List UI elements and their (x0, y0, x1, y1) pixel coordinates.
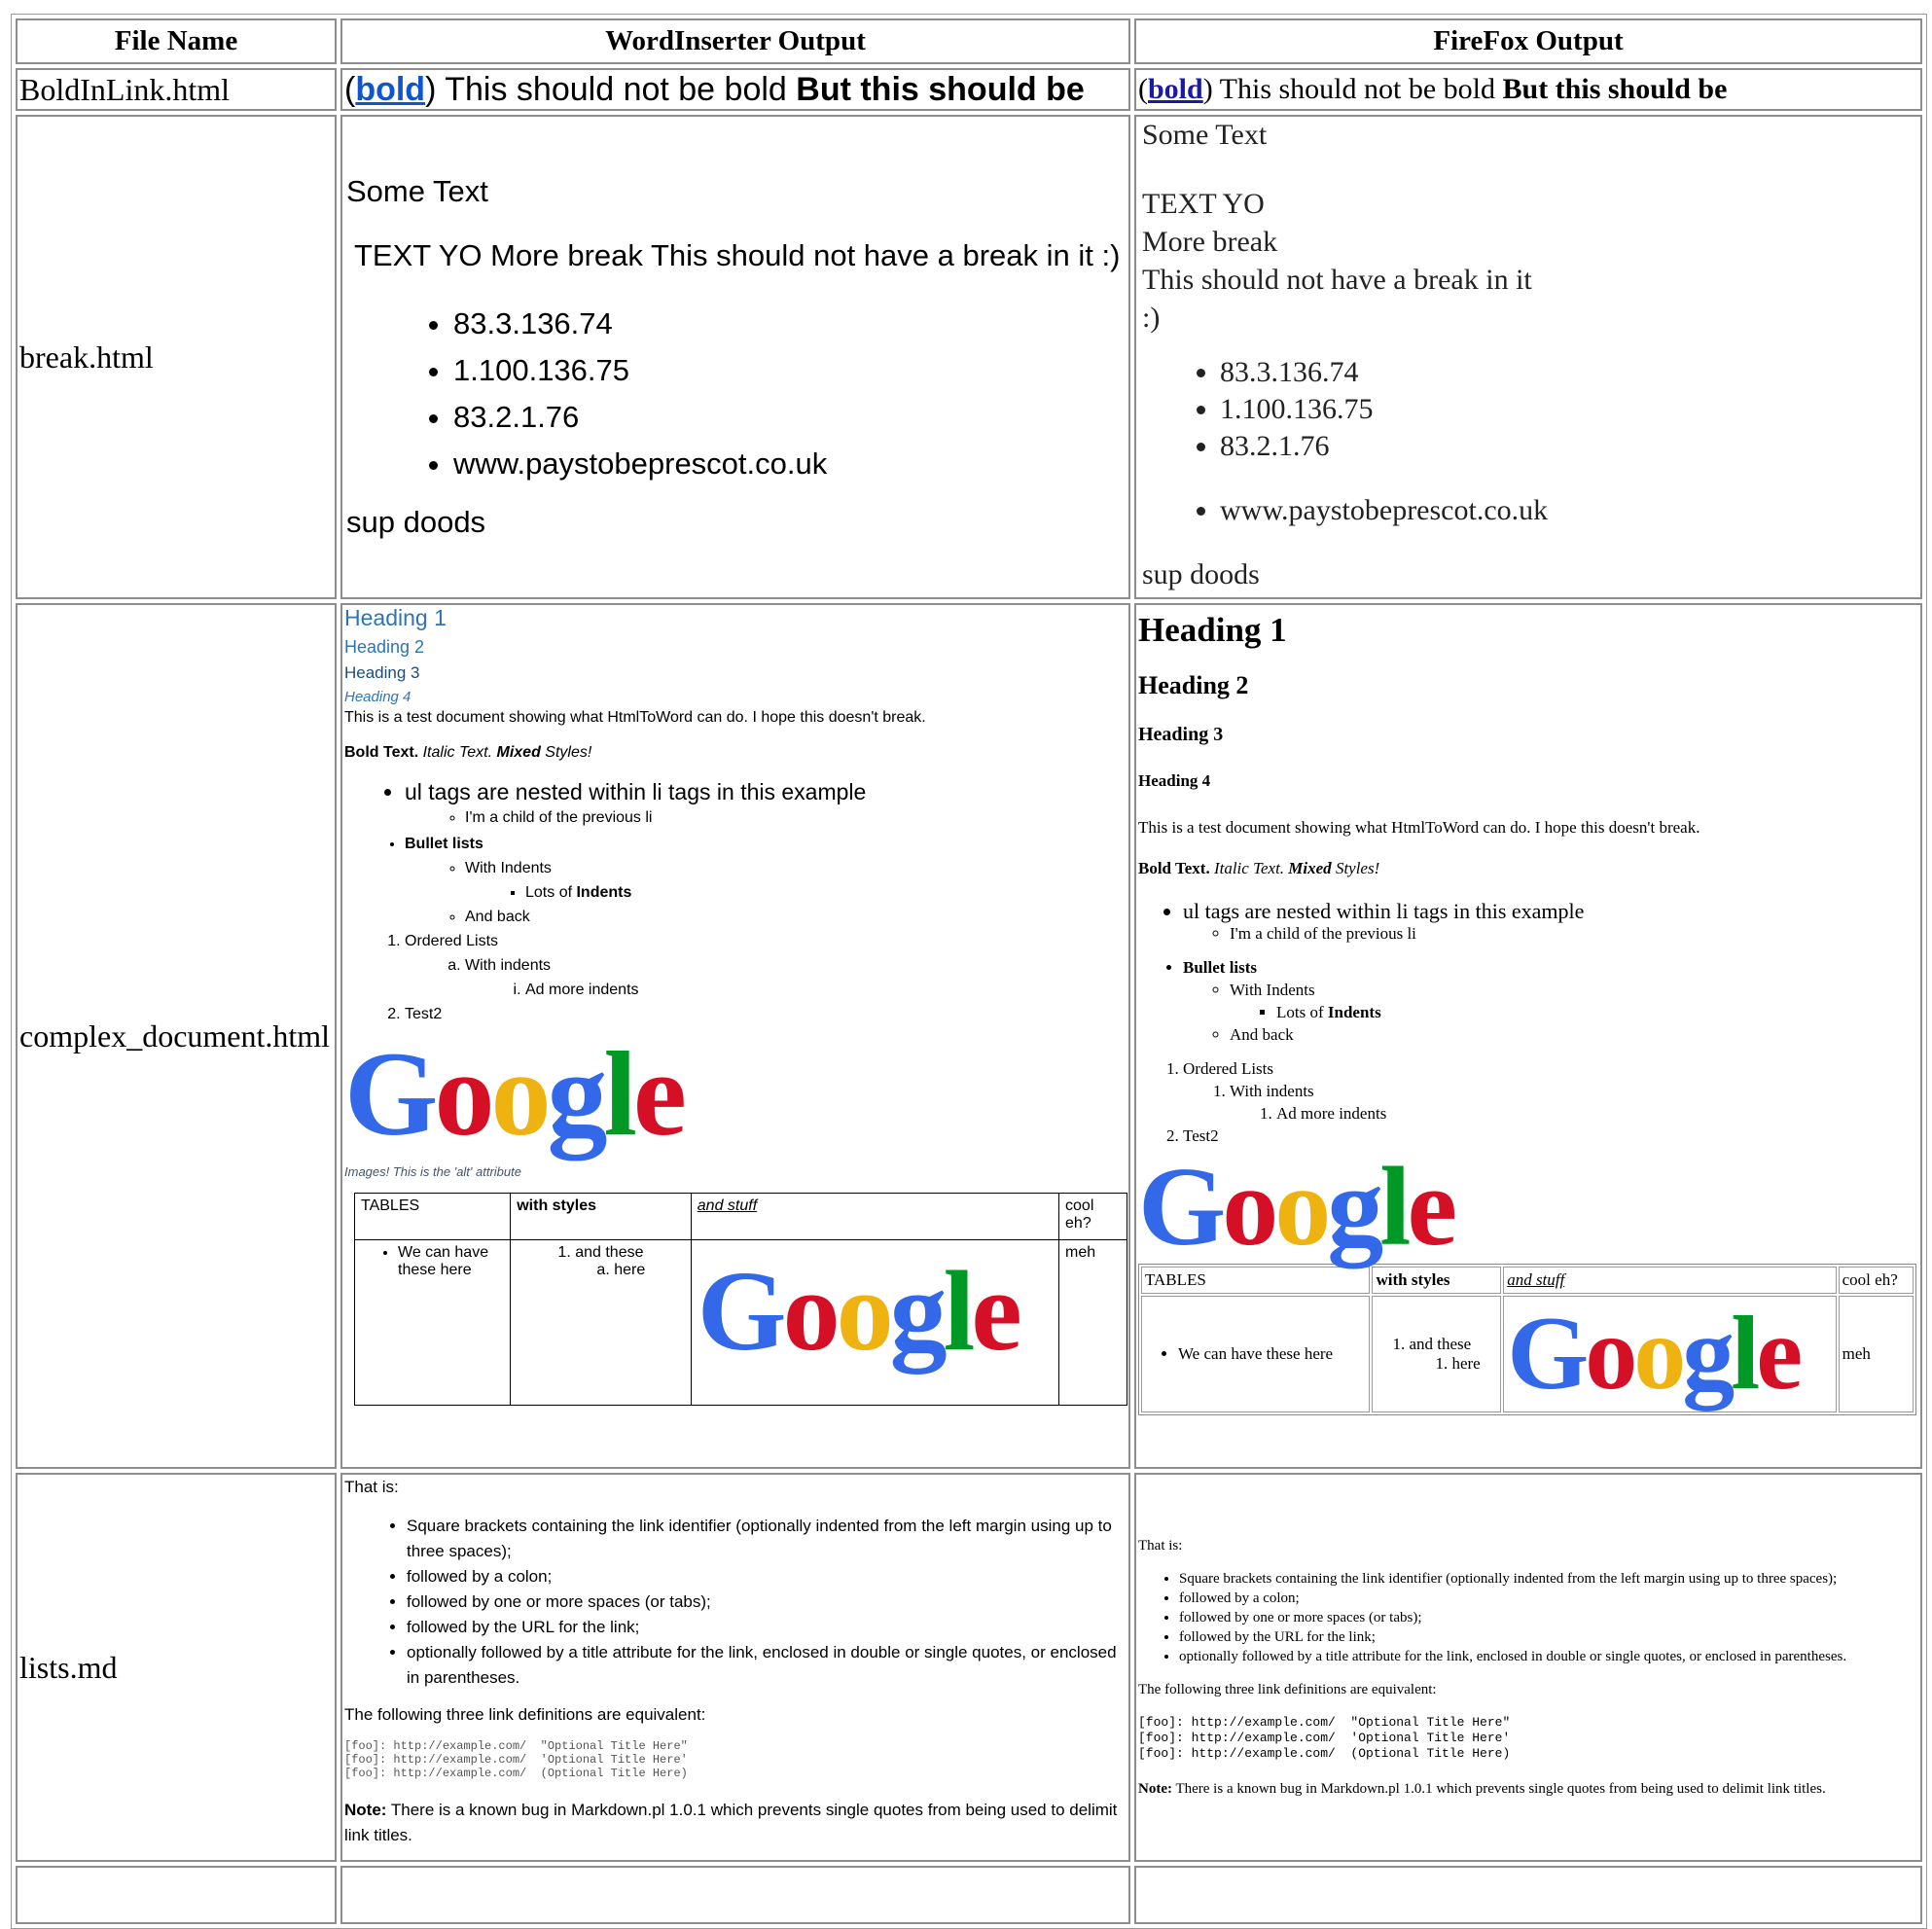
list-item: ◦ I'm a child of the previous li (1230, 922, 1918, 945)
google-logo-image: Google (1507, 1296, 1800, 1411)
table-cell (691, 1240, 1058, 1406)
list-item: • followed by a colon; (407, 1564, 1127, 1590)
table-row (16, 115, 1922, 599)
link-rules-list (1138, 1569, 1918, 1666)
nested-list (1138, 956, 1918, 1046)
list-item: ◦ I'm a child of the previous li (465, 808, 1127, 828)
google-logo-image: Google (1138, 1145, 1453, 1269)
table-cell: cool eh? (1839, 1267, 1914, 1294)
heading-3: Heading 3 (344, 663, 420, 682)
note-body: There is a known bug in Markdown.pl 1.0.1 which prevents single quotes from being used to delimit link titles. (1171, 1781, 1826, 1797)
word-output-cell (340, 1866, 1130, 1924)
equiv-text: The following three link definitions are equivalent: (344, 1705, 706, 1724)
list-item-text: With Indents (1230, 981, 1315, 999)
list-item-text: Bullet lists (1183, 958, 1258, 977)
firefox-output-header: FireFox Output (1134, 18, 1922, 64)
heading-3: Heading 3 (1138, 724, 1224, 745)
list-item (1409, 1335, 1497, 1374)
table-row (16, 1866, 1922, 1924)
table-cell: meh (1839, 1296, 1914, 1412)
list-item: • followed by the URL for the link; (1179, 1627, 1918, 1647)
note-body: There is a known bug in Markdown.pl 1.0.1 which prevents single quotes from being used to delimit link titles. (344, 1801, 1118, 1844)
list-item: • www.paystobeprescot.co.uk (453, 441, 1127, 487)
code-line: [foo]: http://example.com/ "Optional Title Here" (344, 1739, 688, 1753)
heading-4: Heading 4 (1138, 771, 1211, 790)
site-list (1138, 492, 1918, 529)
that-is-text: That is: (344, 1478, 399, 1496)
list-item (1183, 900, 1918, 945)
word-output-cell (340, 115, 1130, 599)
comparison-table (11, 14, 1927, 1929)
code-block (1138, 1715, 1918, 1762)
text: ) This should not be bold (425, 70, 797, 108)
list-item: • Square brackets containing the link identifier (optionally indented from the left margin using up to three spaces); (407, 1514, 1127, 1564)
list-item: 1. here (1451, 1354, 1497, 1374)
list-item (525, 880, 1127, 905)
word-output-cell (340, 1473, 1130, 1862)
table-cell: TABLES (1141, 1267, 1370, 1294)
note-text (344, 1798, 1127, 1848)
list-item: • 83.3.136.74 (1220, 354, 1918, 391)
list-item: • 83.2.1.76 (1220, 428, 1918, 465)
table-cell: cool eh? (1059, 1194, 1127, 1240)
list-item: • optionally followed by a title attribute for the link, enclosed in double or single quotes, or enclosed in parentheses. (1179, 1647, 1918, 1666)
styles-line (344, 744, 1127, 762)
styles-text: Styles! (545, 744, 592, 761)
text: ( (344, 70, 356, 108)
ip-list (1138, 354, 1918, 465)
list-item: • Square brackets containing the link identifier (optionally indented from the left margin using up to three spaces); (1179, 1569, 1918, 1589)
list-item-text: ul tags are nested within li tags in this example (405, 779, 867, 804)
table-cell (1372, 1296, 1501, 1412)
list-item: • followed by the URL for the link; (407, 1615, 1127, 1640)
heading-2: Heading 2 (1138, 671, 1249, 699)
code-line: [foo]: http://example.com/ (Optional Title Here) (1138, 1746, 1511, 1761)
table-cell: with styles (1372, 1267, 1501, 1294)
firefox-output-cell (1134, 68, 1922, 111)
image-caption: Images! This is the 'alt' attribute (344, 1164, 521, 1179)
list-item (405, 832, 1127, 929)
list-item (1230, 1080, 1918, 1125)
file-name-cell: complex_document.html (16, 603, 337, 1469)
bold-text: But this should be (1502, 73, 1728, 105)
list-item-text: Bullet lists (405, 836, 483, 852)
list-item: ◦ And back (465, 905, 1127, 929)
firefox-output-cell (1134, 1866, 1922, 1924)
file-name-header: File Name (16, 18, 337, 64)
some-text: Some Text (346, 174, 488, 208)
list-item-text: With indents (1230, 1082, 1314, 1100)
table-cell: with styles (511, 1194, 692, 1240)
equiv-text: The following three link definitions are equivalent: (1138, 1682, 1437, 1697)
list-item-text: ul tags are nested within li tags in this example (1183, 899, 1585, 923)
text: ( (1138, 73, 1148, 105)
word-output-header: WordInserter Output (340, 18, 1130, 64)
header-row (16, 18, 1922, 64)
code-block (344, 1739, 1127, 1780)
heading-1: Heading 1 (344, 605, 447, 630)
bold-text: Indents (576, 884, 632, 901)
file-name-cell (16, 1866, 337, 1924)
intro-text: This is a test document showing what HtmlToWord can do. I hope this doesn't break. (344, 709, 926, 726)
bold-text: Indents (1327, 1003, 1381, 1021)
note-label: Note: (344, 1801, 387, 1819)
ordered-list (344, 929, 1127, 1026)
list-item-text: With indents (465, 957, 552, 974)
file-name-cell: break.html (16, 115, 337, 599)
list-item: • 83.3.136.74 (453, 301, 1127, 347)
italic-text: Italic Text. (422, 744, 493, 761)
list-item-text: Lots of (525, 884, 577, 901)
smiley: :) (1142, 302, 1161, 334)
note-text (1138, 1779, 1918, 1799)
table-cell: meh (1059, 1240, 1127, 1406)
list-item (1183, 1057, 1918, 1125)
code-line: [foo]: http://example.com/ "Optional Title Here" (1138, 1715, 1511, 1730)
text: ) This should not be bold (1202, 73, 1503, 105)
table-cell: TABLES (355, 1194, 511, 1240)
note-label: Note: (1138, 1781, 1172, 1797)
list-item: • 1.100.136.75 (1220, 391, 1918, 428)
nested-list (344, 775, 1127, 929)
list-item: 2. Test2 (405, 1002, 1127, 1026)
bold-link[interactable]: bold (1148, 73, 1203, 105)
list-item: 1. Ad more indents (1276, 1102, 1918, 1125)
list-item-text: and these (1409, 1335, 1472, 1353)
google-logo-image: Google (697, 1247, 1019, 1375)
bold-link[interactable]: bold (355, 70, 426, 108)
table-row (16, 1473, 1922, 1862)
table-cell (511, 1240, 692, 1406)
word-inner-table (354, 1193, 1127, 1406)
some-text: Some Text (1142, 119, 1268, 151)
list-item (465, 953, 1127, 1002)
code-line: [foo]: http://example.com/ (Optional Title Here) (344, 1767, 688, 1780)
list-item-text: Ordered Lists (405, 933, 499, 949)
word-output-cell (340, 603, 1130, 1469)
link-rules-list (344, 1514, 1127, 1691)
firefox-output-cell (1134, 603, 1922, 1469)
list-item: • www.paystobeprescot.co.uk (1220, 492, 1918, 529)
file-name-cell: lists.md (16, 1473, 337, 1862)
list-item-text: Lots of (1276, 1003, 1328, 1021)
more-break: More break (1142, 226, 1278, 258)
list-item: a. here (614, 1262, 685, 1279)
mixed-text: Mixed (496, 744, 541, 761)
mixed-text: Mixed (1288, 859, 1332, 877)
list-item (575, 1244, 685, 1279)
list-item: • followed by a colon; (1179, 1589, 1918, 1608)
bold-text: Bold Text. (1138, 859, 1210, 877)
italic-text: Italic Text. (1213, 859, 1285, 877)
list-item (1183, 956, 1918, 1046)
sup-text: sup doods (346, 505, 486, 539)
list-item: • 83.2.1.76 (453, 394, 1127, 441)
list-item: 2. Test2 (1183, 1125, 1918, 1147)
list-item (405, 775, 1127, 828)
code-line: [foo]: http://example.com/ 'Optional Title Here' (1138, 1731, 1511, 1745)
list-item (1276, 1001, 1918, 1023)
ip-list (344, 301, 1127, 487)
table-row (16, 603, 1922, 1469)
table-row (16, 68, 1922, 111)
list-item-text: and these (575, 1244, 644, 1261)
table-cell (1141, 1296, 1370, 1412)
table-cell: and stuff (1503, 1267, 1836, 1294)
file-name-cell: BoldInLink.html (16, 68, 337, 111)
table-cell: and stuff (691, 1194, 1058, 1240)
table-cell (1503, 1296, 1836, 1412)
sup-text: sup doods (1142, 558, 1260, 590)
firefox-output-cell (1134, 1473, 1922, 1862)
list-item (1230, 979, 1918, 1023)
word-output-cell (340, 68, 1130, 111)
list-item-text: Ordered Lists (1183, 1059, 1274, 1078)
text-yo-line: TEXT YO More break This should not have a break in it :) (354, 238, 1121, 272)
heading-1: Heading 1 (1138, 611, 1287, 649)
bold-text: But this should be (796, 70, 1085, 108)
list-item (465, 856, 1127, 905)
list-item: • We can have these here (1178, 1344, 1366, 1364)
google-logo-image: Google (344, 1027, 683, 1161)
list-item: i. Ad more indents (525, 978, 1127, 1002)
list-item (405, 929, 1127, 1002)
table-cell (355, 1240, 511, 1406)
styles-line (1138, 859, 1918, 878)
list-item: • 1.100.136.75 (453, 347, 1127, 394)
styles-text: Styles! (1335, 859, 1380, 877)
ordered-list (1138, 1057, 1918, 1147)
nested-list (1138, 900, 1918, 945)
firefox-output-cell (1134, 115, 1922, 599)
firefox-inner-table (1138, 1264, 1916, 1415)
list-item: • We can have these here (398, 1244, 504, 1279)
list-item: ◦ And back (1230, 1023, 1918, 1046)
heading-4: Heading 4 (344, 689, 411, 705)
text-yo: TEXT YO (1142, 188, 1265, 220)
list-item: • followed by one or more spaces (or tabs); (407, 1590, 1127, 1615)
bold-text: Bold Text. (344, 744, 419, 761)
heading-2: Heading 2 (344, 637, 425, 657)
list-item-text: With Indents (465, 860, 552, 876)
list-item: • optionally followed by a title attribute for the link, enclosed in double or single quotes, or enclosed in parentheses. (407, 1640, 1127, 1691)
list-item: • followed by one or more spaces (or tabs); (1179, 1608, 1918, 1627)
no-break-text: This should not have a break in it (1142, 264, 1532, 296)
code-line: [foo]: http://example.com/ 'Optional Title Here' (344, 1753, 688, 1767)
that-is-text: That is: (1138, 1538, 1183, 1554)
intro-text: This is a test document showing what HtmlToWord can do. I hope this doesn't break. (1138, 818, 1700, 837)
